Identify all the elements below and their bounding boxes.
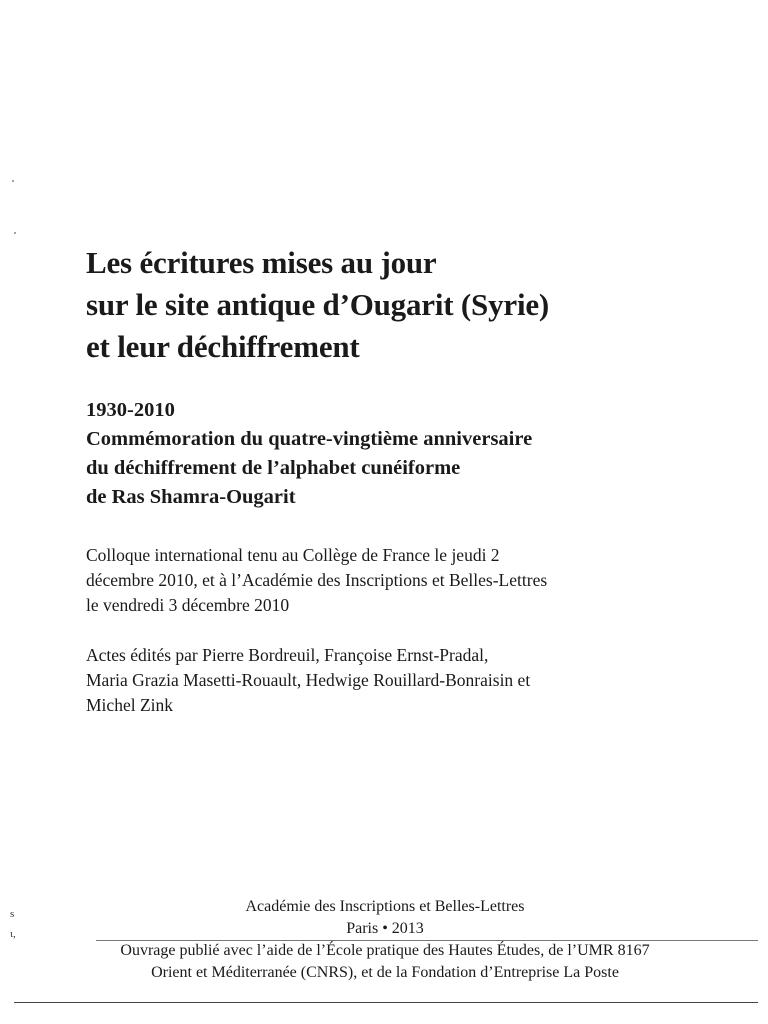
colloquium-line: Colloque international tenu au Collège de France le jeudi 2 <box>86 545 500 565</box>
bottom-rule <box>14 1002 758 1003</box>
editors-line: Michel Zink <box>86 695 173 715</box>
subtitle-line: de Ras Shamra-Ougarit <box>86 486 296 508</box>
margin-mark: s <box>10 908 15 920</box>
colloquium-line: le vendredi 3 décembre 2010 <box>86 595 290 615</box>
subtitle-line: Commémoration du quatre-vingtième anniversaire <box>86 428 533 450</box>
main-title <box>86 242 726 368</box>
publisher-name: Académie des Inscriptions et Belles-Lettres <box>245 898 525 915</box>
title-line: Les écritures mises au jour <box>86 245 437 280</box>
colloquium-info <box>86 543 726 618</box>
funding-note-line: Ouvrage publié avec l’aide de l’École pratique des Hautes Études, de l’UMR 8167 <box>120 942 650 959</box>
scan-speck <box>14 232 16 234</box>
title-line: et leur déchiffrement <box>86 329 360 364</box>
title-line: sur le site antique d’Ougarit (Syrie) <box>86 287 550 322</box>
margin-mark: ι, <box>10 928 16 940</box>
subtitle-line: du déchiffrement de l’alphabet cunéiforme <box>86 457 461 479</box>
scan-speck <box>12 180 14 182</box>
editors-info <box>86 643 726 718</box>
footer-divider <box>96 940 758 941</box>
subtitle-block <box>86 396 726 512</box>
colloquium-line: décembre 2010, et à l’Académie des Inscriptions et Belles-Lettres <box>86 570 548 590</box>
funding-note-line: Orient et Méditerranée (CNRS), et de la Fondation d’Entreprise La Poste <box>151 964 619 981</box>
subtitle-years: 1930-2010 <box>86 399 175 421</box>
editors-line: Actes édités par Pierre Bordreuil, Françoise Ernst-Pradal, <box>86 645 489 665</box>
editors-line: Maria Grazia Masetti-Rouault, Hedwige Rouillard-Bonraisin et <box>86 670 531 690</box>
publication-place-year: Paris • 2013 <box>346 920 424 937</box>
